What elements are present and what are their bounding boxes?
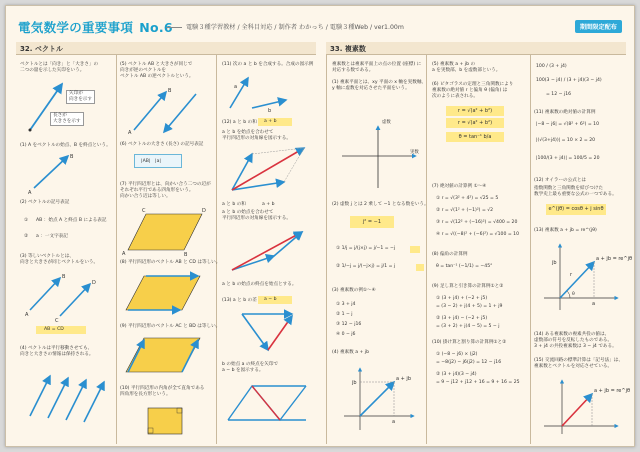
imaginary-unit-formula: j² = −1 xyxy=(350,216,394,228)
parallelogram-ab-cd-diagram xyxy=(120,272,212,316)
vectors-a-b-diagram xyxy=(222,72,318,116)
parallel-move-diagram xyxy=(20,366,110,426)
equal-vectors-diagram xyxy=(20,270,110,322)
vector-sum-triangle xyxy=(222,226,318,276)
abs-calc: |(√(3+j4))| = 10 × 2 = 20 xyxy=(536,138,596,143)
text-line: (4) ベクトルは平行移動させても、 xyxy=(20,346,93,351)
text-line: (7) 平行四辺形とは、向かい合う二つの辺が xyxy=(120,182,211,187)
text-line: (9) 足し算と引き算の計算例①と② xyxy=(432,284,504,289)
text-line xyxy=(36,218,106,224)
text-line: 複素数の絶対値 r と偏角 θ (偏角) は xyxy=(432,88,508,93)
text-line: (12) a と b の和 xyxy=(222,120,257,125)
text-line: (13) 複素数 a + jb = re^(jθ) xyxy=(534,228,597,233)
abs-example: ② r = √(1² + (−1)²) = √2 xyxy=(436,208,494,213)
svg-text:B: B xyxy=(168,88,172,94)
inverse-vector-diagram xyxy=(120,86,210,136)
text-line: a と b の始点の終点を始点とする。 xyxy=(222,282,297,287)
answer-highlight xyxy=(416,264,424,271)
text-line: (13) a と b の差 xyxy=(222,298,257,303)
svg-text:r: r xyxy=(570,272,573,278)
column-divider xyxy=(426,46,427,444)
vector-difference-triangle xyxy=(222,310,318,356)
text-line: ① xyxy=(24,218,29,223)
text-fragment: ：一文字表記 xyxy=(40,234,68,239)
svg-text:C: C xyxy=(142,208,146,214)
text-line: それぞれ平行である四角形をいう。 xyxy=(120,188,194,193)
text-line: 向きと大きさの情報は保持される。 xyxy=(20,352,94,357)
mult-example: = −8(j2) − j6(j2) = 12 − j16 xyxy=(436,360,502,365)
text-line: (7) 絶対値の計算例 ①〜④ xyxy=(432,184,487,189)
sum-label: a + b xyxy=(262,202,275,207)
vector-difference-parallelogram xyxy=(222,380,318,428)
phasor-diagram xyxy=(540,376,631,436)
text-line: (12) オイラーの公式とは xyxy=(534,178,587,183)
text-line: (3) 等しいベクトルとは、 xyxy=(20,254,74,259)
label-ab: AB xyxy=(44,327,51,332)
text-line: a を実数部、b を虚数部という。 xyxy=(432,68,501,73)
division-result: = 12 − j16 xyxy=(546,92,572,97)
svg-text:a: a xyxy=(234,84,238,90)
vector-ab-diagram xyxy=(20,152,116,196)
text-line: (14) ある複素数の複素共役の値は、 xyxy=(534,332,610,337)
text-line: 虚数部の符号を反転したものである。 xyxy=(534,338,613,343)
callout-text: 大きさを示す xyxy=(53,119,81,124)
complex-example: ③ 12 − j16 xyxy=(336,322,362,327)
text-line: 向かい合う辺は等しい。 xyxy=(120,194,171,199)
text-line: 数学史上最も重要な公式の一つである。 xyxy=(534,192,617,197)
abs-calc: |−8 − j6| = √(8² + 6²) = 10 xyxy=(536,122,600,127)
svg-text:A: A xyxy=(128,130,132,136)
svg-text:D: D xyxy=(92,280,96,286)
abs-example: ① r = √(3² + 4²) = √25 = 5 xyxy=(436,196,499,201)
section-heading-complex: 33. 複素数 xyxy=(326,42,626,55)
text-line: 向きと大きさが同じベクトルをいう。 xyxy=(20,260,99,265)
page-title: 電気数学の重要事項 No.6 xyxy=(18,20,173,35)
division-fraction: 100(3 − j4) / (3 + j4)(3 − j4) xyxy=(536,78,602,83)
text-line: (3) 複素数の例①〜④ xyxy=(332,288,376,293)
text-line xyxy=(36,234,68,240)
svg-text:a + jb = re^jθ: a + jb = re^jθ xyxy=(594,388,631,394)
text-line: (2) ベクトルの記号表記 xyxy=(20,200,70,205)
text-line: (8) 平行四辺形のベクトル AB と CD は等しい。 xyxy=(120,260,221,265)
arith-example: ② (3 + j4) − (−2 + j5) xyxy=(436,316,488,321)
text-fragment: ：始点 A と終点 B による表記 xyxy=(43,218,107,223)
polar-form-diagram xyxy=(540,240,633,312)
complex-example: ① 3 + j4 xyxy=(336,302,356,307)
text-line: (1) A をベクトルの始点、B を終点という。 xyxy=(20,143,111,148)
sheet-number: No.6 xyxy=(139,20,173,35)
handout-sheet xyxy=(5,5,635,447)
vector-sum-parallelogram xyxy=(222,146,318,196)
svg-text:A: A xyxy=(28,190,32,196)
svg-text:jb: jb xyxy=(552,260,557,266)
callout-magnitude xyxy=(50,112,84,126)
text-line: (2) 虚数 j とは 2 乗して −1 となる数をいう。 xyxy=(332,202,429,207)
callout-direction xyxy=(66,90,95,104)
svg-text:a: a xyxy=(592,301,596,307)
difference-label: a − b xyxy=(264,297,277,302)
arith-example: = (3 − 2) + j(4 + 5) = 1 + j9 xyxy=(436,304,503,309)
text-line: (4) 複素数 a + jb xyxy=(332,350,369,355)
text-line: 向きが逆のベクトルを xyxy=(120,68,166,73)
argument-formula: θ = tan⁻¹ b/a xyxy=(446,132,504,142)
arith-example: = (3 + 2) + j(4 − 5) = 5 − j xyxy=(436,324,500,329)
text-line: (6) ベクトルの大きさ (長さ) の記号表記 xyxy=(120,142,204,147)
svg-text:a + jb: a + jb xyxy=(396,376,411,382)
complex-example: ② 1 − j xyxy=(336,312,353,317)
svg-text:a + jb = re^jθ: a + jb = re^jθ xyxy=(596,256,633,262)
text-line: a と b の和 xyxy=(222,202,246,207)
mult-example: ② (3 + j4)(3 − j4) xyxy=(436,372,477,377)
text-line: ベクトル AB の逆ベクトルという。 xyxy=(120,74,194,79)
magnitude-ab: |AB| |a| xyxy=(141,159,161,164)
answer-highlight xyxy=(410,246,420,253)
text-line: a と b を始点を合わせて xyxy=(222,130,274,135)
abs-calc: |100/(3 + j4)| = 100/5 = 20 xyxy=(536,156,600,161)
column-divider xyxy=(530,46,531,444)
text-line: a と b の始点を合わせて xyxy=(222,210,274,215)
text-line: 平行四辺形の対角線を図示する。 xyxy=(222,136,291,141)
svg-text:B: B xyxy=(184,252,188,258)
page-subtitle: 電験３種学習教材 / 全科目対応 / 制作者 わかっち / 電験３種Web / ver1.00m xyxy=(166,22,404,31)
svg-text:C: C xyxy=(55,318,59,324)
axis-label-real: 実数 xyxy=(410,150,419,155)
text-line: (15) 交流回路の標準計算は「記号法」は、 xyxy=(534,358,623,363)
text-line: (1) 複素平面とは、xy 平面の x 軸を実数軸、 xyxy=(332,80,427,85)
text-line: (6) ピタゴラスの定理と三角関数により xyxy=(432,82,514,87)
reciprocal-j-equation: ② 1/−j = j/(−j×j) = j/1 = j xyxy=(336,264,396,269)
svg-text:D: D xyxy=(202,208,206,214)
absolute-value-formula-2: r = √(a² + b²) xyxy=(446,118,504,128)
parallelogram-diagram xyxy=(120,208,212,256)
callout-text: 長さが xyxy=(53,113,67,118)
text-line: y 軸に虚数を対応させた平面をいう。 xyxy=(332,86,410,91)
label-ab: AB xyxy=(36,218,43,223)
axis-label-imaginary: 虚数 xyxy=(382,120,391,125)
callout-text: 向きを示す xyxy=(69,97,92,102)
svg-text:B: B xyxy=(70,154,74,160)
text-line: a − b を図示する。 xyxy=(222,368,264,373)
argument-example: θ = tan⁻¹ (−1/1) = −45° xyxy=(436,264,493,269)
label-ab: AB xyxy=(142,159,149,164)
callout-text: 矢印が xyxy=(69,91,83,96)
label-a: a xyxy=(36,234,39,239)
svg-text:a: a xyxy=(392,419,396,425)
reciprocal-j-equation: ① 1/j = j/(j×j) = j/−1 = −j xyxy=(336,246,396,251)
text-line: 二つの量を示した矢印をいう。 xyxy=(20,68,85,73)
text-line: 複素数とは複素平面上の点の位置 (座標) に xyxy=(332,62,422,67)
text-line: 次のように表される。 xyxy=(432,94,478,99)
text-line: (10) 平行四辺形の内角が全て直角である xyxy=(120,386,205,391)
absolute-value-formula: r = √(a² + b²) xyxy=(446,106,504,116)
label-a: a xyxy=(156,159,160,164)
limited-distribution-badge: 期間限定配布 xyxy=(575,20,622,33)
text-line: (5) 複素数 a + jb の xyxy=(432,62,476,67)
text-line: (10) 掛け算と割り算の計算例①と② xyxy=(432,340,507,345)
text-line: ② xyxy=(24,234,29,239)
column-divider xyxy=(326,46,327,444)
svg-text:jb: jb xyxy=(352,380,357,386)
complex-point-diagram xyxy=(340,364,420,434)
svg-text:A: A xyxy=(25,312,29,318)
complex-example: ④ 0 − j6 xyxy=(336,332,356,337)
label-cd: CD xyxy=(57,327,64,332)
text-line: 3 + j4 の共役複素数は 3 − j4 である。 xyxy=(534,344,617,349)
text-line: (8) 偏角の計算例 xyxy=(432,252,468,257)
page-header xyxy=(16,16,626,38)
equation-ab-cd: AB = CD xyxy=(44,327,64,332)
text-line: 四角形を長方形という。 xyxy=(120,392,171,397)
text-line: (11) 次の a と b を合成する。合成の図示例 xyxy=(222,62,314,67)
text-line: b の始点 a の終点を矢印で xyxy=(222,362,279,367)
complex-plane-axes xyxy=(336,122,426,192)
text-line: 複素数とベクトルを対応させている。 xyxy=(534,364,613,369)
text-line: (9) 平行四辺形のベクトル AC と BD は等しい。 xyxy=(120,324,221,329)
mult-example: = 9 − j12 + j12 + 16 = 9 + 16 = 25 xyxy=(436,380,520,385)
svg-text:A: A xyxy=(122,251,126,257)
text-line: 指数関数と三角関数を結びつけた xyxy=(534,186,603,191)
abs-example: ③ r = √(12² + (−16)²) = √400 = 20 xyxy=(436,220,518,225)
division-fraction: 100 / (3 + j4) xyxy=(536,64,567,69)
sum-label: a + b xyxy=(264,119,277,124)
arith-example: ① (3 + j4) + (−2 + j5) xyxy=(436,296,488,301)
text-line: (5) ベクトル AB と大きさが同じで xyxy=(120,62,193,67)
text-line: 対応する数である。 xyxy=(332,68,374,73)
svg-text:θ: θ xyxy=(572,292,575,297)
svg-text:b: b xyxy=(268,108,272,114)
rectangle-diagram xyxy=(144,404,204,440)
column-divider xyxy=(216,46,217,444)
mult-example: ① (−8 − j6) × (j2) xyxy=(436,352,478,357)
text-line: 平行四辺形の対角線を図示する。 xyxy=(222,216,291,221)
parallelogram-ac-bd-diagram xyxy=(120,334,212,378)
text-line: (11) 複素数の絶対値の計算例 xyxy=(534,110,596,115)
magnitude-notation-box xyxy=(134,154,182,168)
svg-text:B: B xyxy=(62,274,66,280)
abs-example: ④ r = √((−8)² + (−6)²) = √100 = 10 xyxy=(436,232,519,237)
euler-formula: e^(jθ) = cosθ + j sinθ xyxy=(546,204,606,215)
section-heading-vectors: 32. ベクトル xyxy=(16,42,316,55)
text-line: ベクトルとは「向き」と「大きさ」の xyxy=(20,62,99,67)
vector-intro-diagram xyxy=(20,78,120,136)
